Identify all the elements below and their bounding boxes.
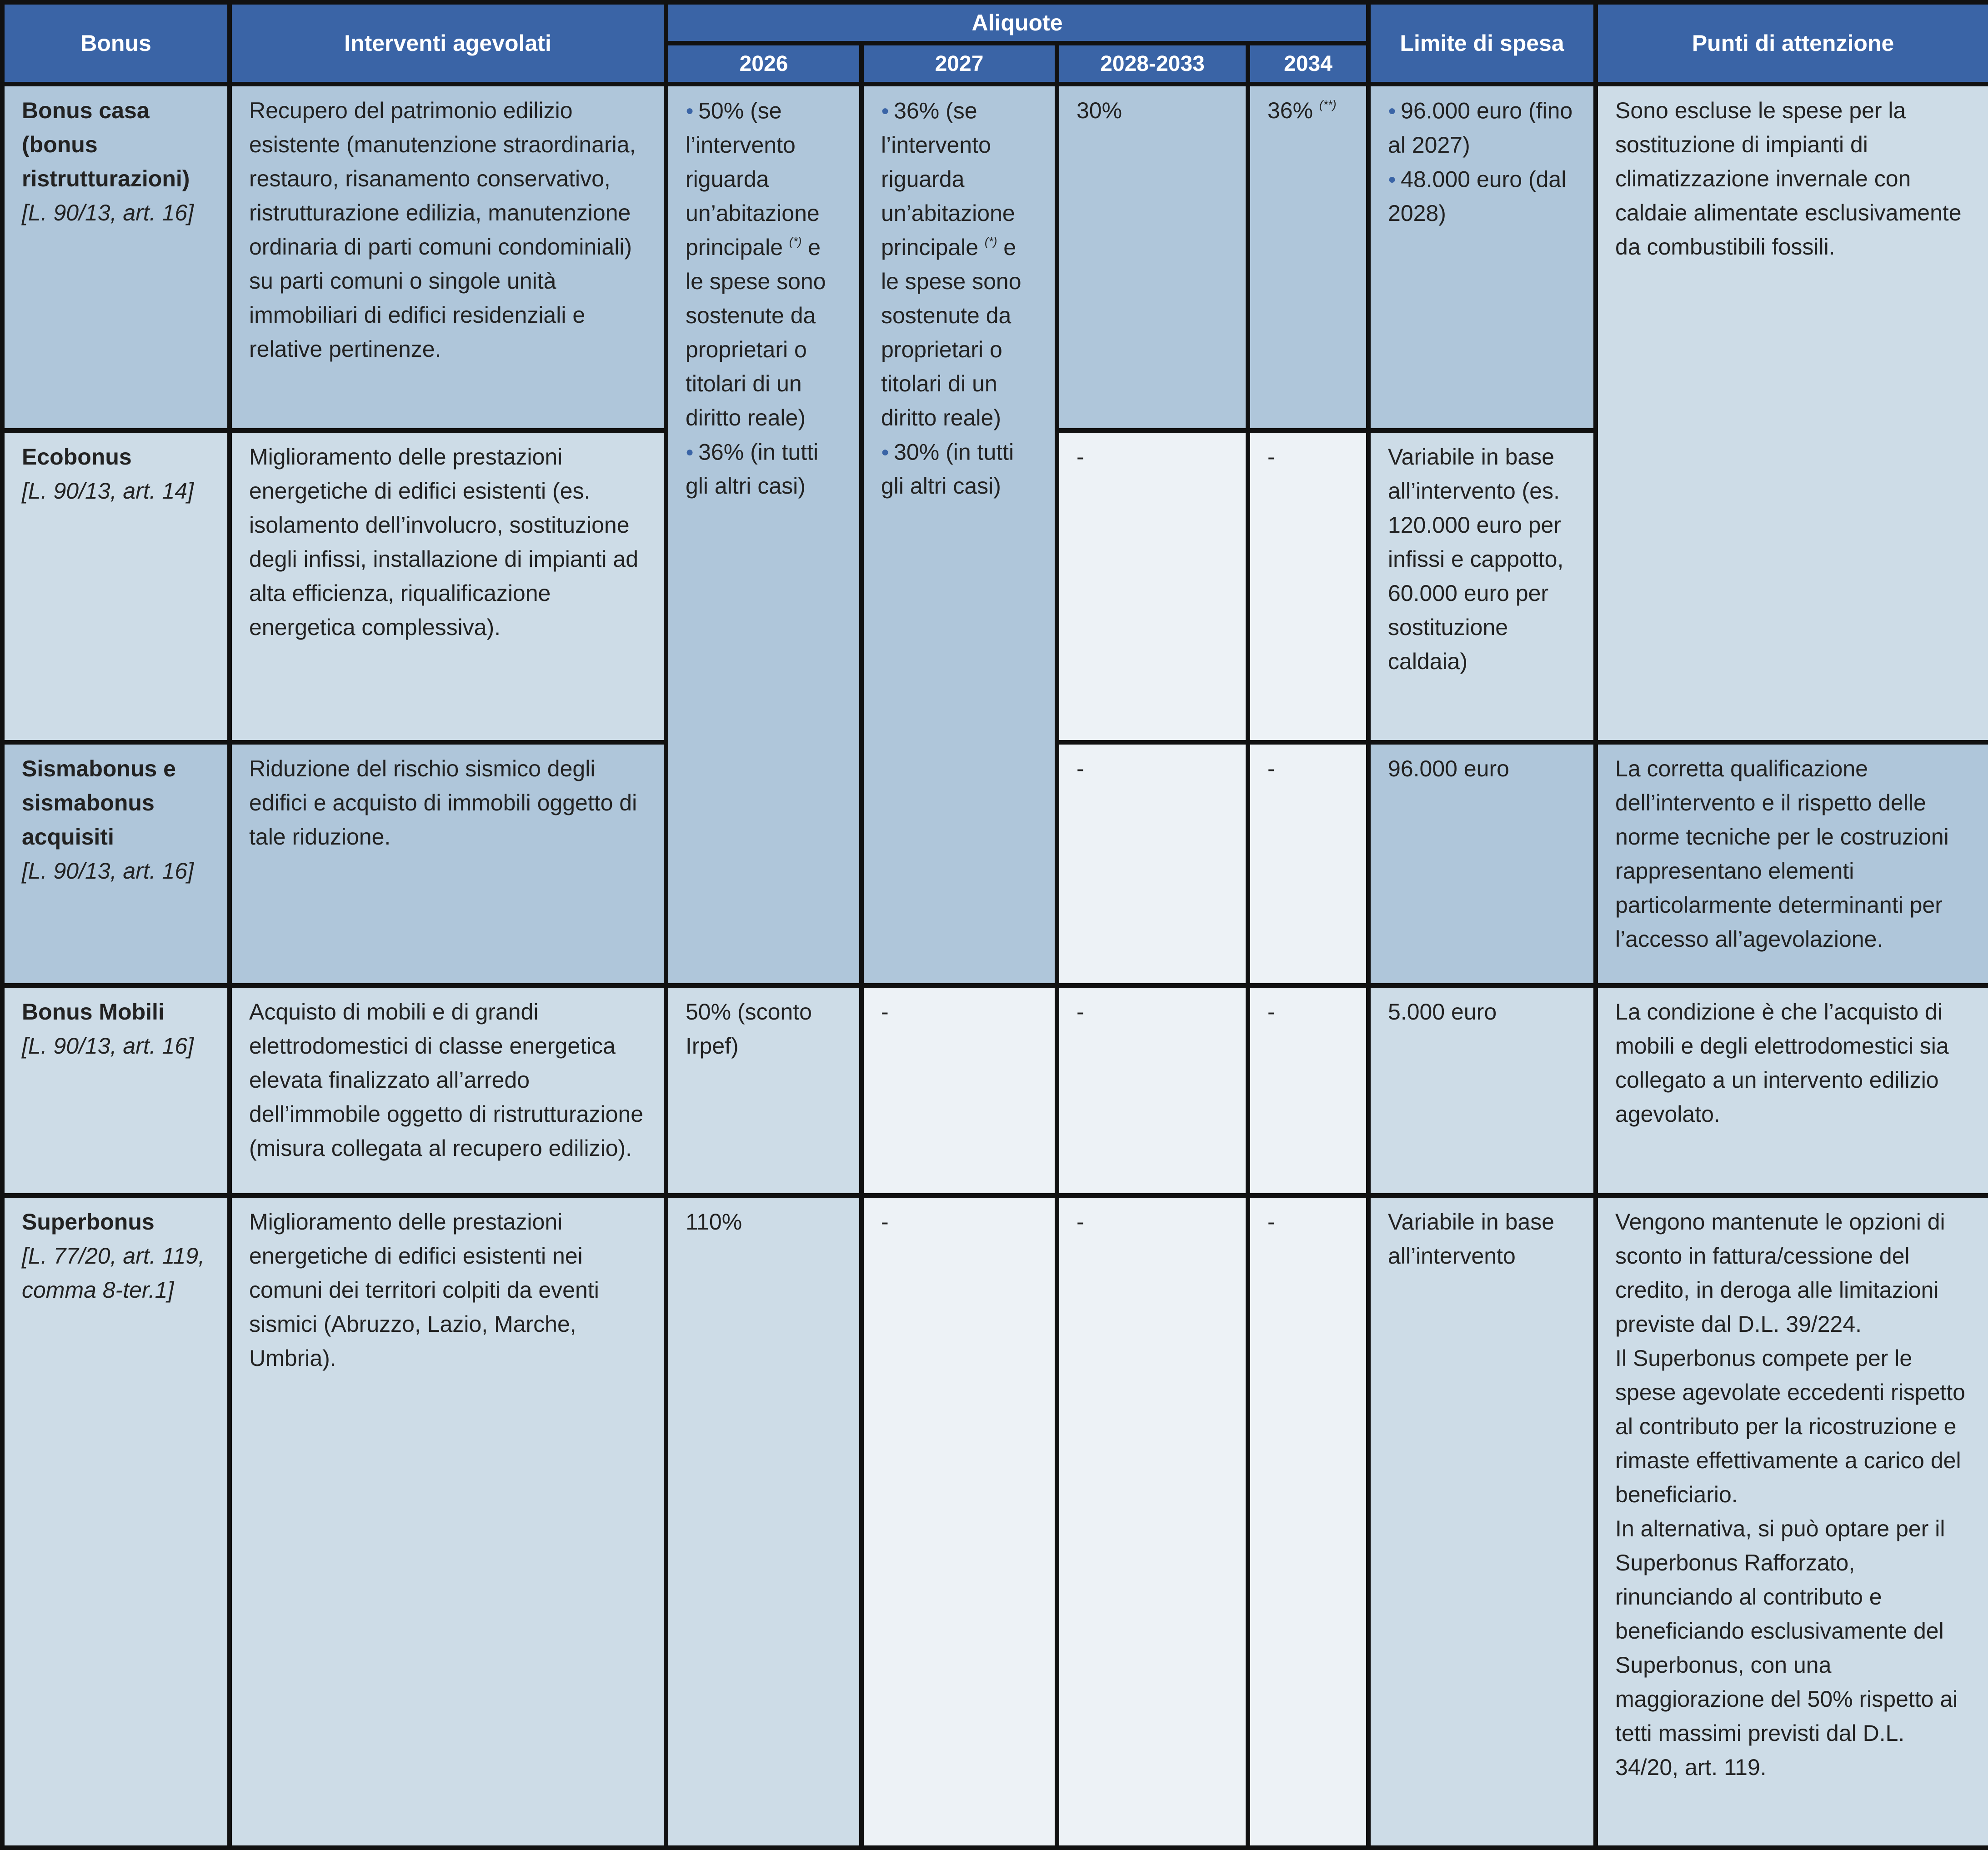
sismabonus-interventi: Riduzione del rischio sismico degli edifici e acquisto di immobili oggetto di tale riduzione. [230,742,666,985]
header-2034: 2034 [1248,43,1368,84]
limite-bullet-1: ● 96.000 euro (fino al 2027) [1388,94,1577,162]
bonus-mobili-2026: 50% (sconto Irpef) [666,985,861,1195]
ecobonus-limite: Variabile in base all’intervento (es. 120.000 euro per infissi e cappotto, 60.000 euro per sostituzione caldaia) [1368,430,1596,742]
superbonus-punti-2: Il Superbonus compete per le spese agevolate eccedenti rispetto al contributo per la ricostruzione e rimaste effettivamente a carico del beneficiario. [1615,1345,1965,1507]
bonus-name: Bonus Mobili [22,999,165,1025]
bonus-name: Sismabonus e sismabonus acquisiti [22,756,176,850]
superbonus-2027: - [861,1195,1057,1848]
header-interventi: Interventi agevolati [230,2,666,84]
header-limite: Limite di spesa [1368,2,1596,84]
aliquota-2027-shared [861,84,1057,985]
bonus-mobili-name-cell [2,985,230,1195]
aliquota-2026-shared [666,84,861,985]
row-superbonus [2,1195,1988,1848]
bonus-casa-interventi: Recupero del patrimonio edilizio esistente (manutenzione straordinaria, restauro, risanamento conservativo, ristrutturazione edilizia, manutenzione ordinaria di parti comuni condominiali) su parti comuni o singole unità immobiliari di edifici residenziali e relative pertinenze. [230,84,666,430]
bonus-casa-2028: 30% [1057,84,1248,430]
header-2027: 2027 [861,43,1057,84]
bonus-mobili-2028: - [1057,985,1248,1195]
superbonus-punti-3: In alternativa, si può optare per il Superbonus Rafforzato, rinunciando al contributo e beneficiando esclusivamente del Superbonus, con una maggiorazione del 50% rispetto ai tetti massimi previsti dal D.L. 34/20, art. 119. [1615,1516,1958,1780]
bonus-ref: [L. 90/13, art. 16] [22,858,194,884]
superbonus-interventi: Miglioramento delle prestazioni energetiche di edifici esistenti nei comuni dei territori colpiti da eventi sismici (Abruzzo, Lazio, Marche, Umbria). [230,1195,666,1848]
aliquota-2026-bullet-2: ● 36% (in tutti gli altri casi) [686,435,843,504]
bonus-casa-name-cell [2,84,230,430]
sismabonus-punti: La corretta qualificazione dell’intervento e il rispetto delle norme tecniche per le costruzioni rappresentano elementi particolarmente determinanti per l’accesso all’agevolazione. [1596,742,1988,985]
header-bonus: Bonus [2,2,230,84]
header-2028-2033: 2028-2033 [1057,43,1248,84]
aliquota-2027-bullet-1: ● 36% (se l’intervento riguarda un’abitazione principale (*) e le spese sono sostenute da proprietari o titolari di un diritto reale) [881,94,1038,435]
bonus-mobili-limite: 5.000 euro [1368,985,1596,1195]
superbonus-2026: 110% [666,1195,861,1848]
header-punti: Punti di attenzione [1596,2,1988,84]
bonus-name: Ecobonus [22,444,132,470]
bonus-mobili-punti: La condizione è che l’acquisto di mobili e degli elettrodomestici sia collegato a un intervento edilizio agevolato. [1596,985,1988,1195]
aliquota-2027-bullet-2: ● 30% (in tutti gli altri casi) [881,435,1038,504]
sismabonus-2034: - [1248,742,1368,985]
aliquota-2026-bullet-1: ● 50% (se l’intervento riguarda un’abitazione principale (*) e le spese sono sostenute da proprietari o titolari di un diritto reale) [686,94,843,435]
bonus-name: Bonus casa (bonus ristrutturazioni) [22,98,190,191]
bonus-mobili-2027: - [861,985,1057,1195]
superbonus-punti [1596,1195,1988,1848]
superbonus-limite: Variabile in base all’intervento [1368,1195,1596,1848]
ecobonus-interventi: Miglioramento delle prestazioni energetiche di edifici esistenti (es. isolamento dell’involucro, sostituzione degli infissi, installazione di impianti ad alta efficienza, riqualificazione energetica complessiva). [230,430,666,742]
row-bonus-mobili [2,985,1988,1195]
header-2026: 2026 [666,43,861,84]
bonus-casa-punti: Sono escluse le spese per la sostituzione di impianti di climatizzazione invernale con caldaie alimentate esclusivamente da combustibili fossili. [1596,84,1988,742]
sismabonus-limite: 96.000 euro [1368,742,1596,985]
sismabonus-2028: - [1057,742,1248,985]
ecobonus-2034: - [1248,430,1368,742]
superbonus-2034: - [1248,1195,1368,1848]
bonus-ref: [L. 90/13, art. 16] [22,200,194,225]
bonus-mobili-2034: - [1248,985,1368,1195]
bonus-ref: [L. 90/13, art. 16] [22,1033,194,1059]
bonus-casa-limite [1368,84,1596,430]
bonus-name: Superbonus [22,1209,155,1235]
superbonus-2028: - [1057,1195,1248,1848]
header-aliquote: Aliquote [666,2,1368,43]
ecobonus-name-cell [2,430,230,742]
ecobonus-2028: - [1057,430,1248,742]
sismabonus-name-cell [2,742,230,985]
bonus-ref: [L. 90/13, art. 14] [22,478,194,504]
superbonus-punti-1: Vengono mantenute le opzioni di sconto in fattura/cessione del credito, in deroga alle limitazioni previste dal D.L. 39/224. [1615,1209,1945,1337]
superbonus-name-cell [2,1195,230,1848]
bonus-mobili-interventi: Acquisto di mobili e di grandi elettrodomestici di classe energetica elevata finalizzato all’arredo dell’immobile oggetto di ristrutturazione (misura collegata al recupero edilizio). [230,985,666,1195]
row-bonus-casa [2,84,1988,430]
bonus-ref: [L. 77/20, art. 119, comma 8-ter.1] [22,1243,205,1303]
header-row-top [2,2,1988,43]
limite-bullet-2: ● 48.000 euro (dal 2028) [1388,162,1577,231]
bonus-casa-2034: 36% (**) [1248,84,1368,430]
